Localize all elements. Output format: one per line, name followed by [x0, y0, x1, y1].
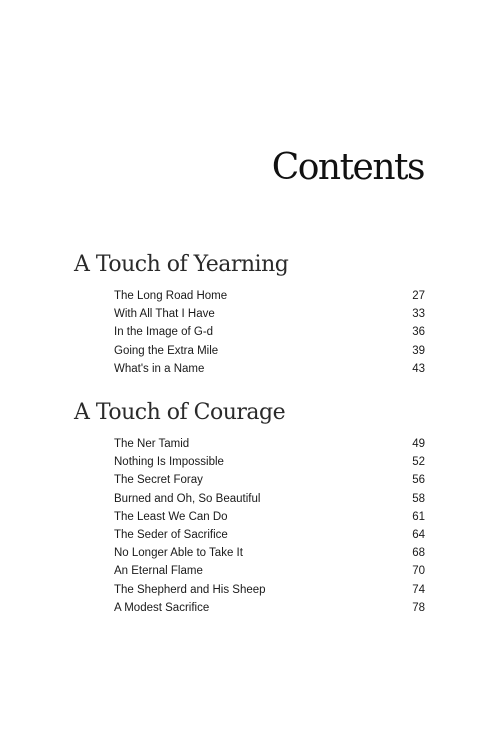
entry-page-number: 36: [412, 326, 425, 339]
page-title: Contents: [271, 147, 424, 188]
entry-page-number: 56: [412, 474, 425, 487]
entry-page-number: 74: [412, 583, 425, 596]
toc-entry[interactable]: [74, 547, 425, 565]
toc-entry[interactable]: [74, 438, 425, 456]
entry-page-number: 43: [412, 362, 425, 375]
entry-page-number: 64: [412, 528, 425, 541]
toc-entry[interactable]: [74, 474, 425, 492]
section-heading: A Touch of Courage: [74, 400, 286, 425]
entry-title: Nothing Is Impossible: [114, 456, 224, 469]
entry-title: The Least We Can Do: [114, 510, 228, 523]
entry-title: Burned and Oh, So Beautiful: [114, 492, 261, 505]
entry-page-number: 58: [412, 492, 425, 505]
entry-page-number: 78: [412, 601, 425, 614]
toc-entry[interactable]: [74, 326, 425, 344]
entry-title: In the Image of G-d: [114, 326, 214, 339]
toc-list: [74, 438, 425, 620]
toc-entry[interactable]: [74, 565, 425, 583]
entry-title: An Eternal Flame: [114, 565, 203, 578]
toc-entry[interactable]: [74, 308, 425, 326]
entry-page-number: 33: [412, 308, 425, 321]
toc-entry[interactable]: [74, 584, 425, 602]
toc-entry[interactable]: [74, 511, 425, 529]
entry-page-number: 70: [412, 565, 425, 578]
section-heading: A Touch of Yearning: [74, 252, 289, 277]
entry-title: The Secret Foray: [114, 474, 203, 487]
entry-title: The Long Road Home: [114, 290, 228, 302]
toc-section-yearning: [74, 250, 425, 381]
entry-title: The Shepherd and His Sheep: [114, 583, 266, 596]
toc-entry[interactable]: [74, 493, 425, 511]
toc-entry[interactable]: [74, 529, 425, 547]
toc-entry[interactable]: [74, 602, 425, 620]
entry-page-number: 39: [412, 344, 425, 357]
entry-title: What's in a Name: [114, 362, 205, 375]
entry-page-number: 61: [412, 510, 425, 523]
entry-page-number: 27: [412, 290, 425, 302]
entry-title: Going the Extra Mile: [114, 344, 219, 357]
toc-section-courage: [74, 398, 425, 620]
entry-title: The Ner Tamid: [114, 438, 190, 450]
toc-entry[interactable]: [74, 290, 425, 308]
entry-page-number: 52: [412, 456, 425, 469]
toc-entry[interactable]: [74, 345, 425, 363]
entry-page-number: 68: [412, 547, 425, 560]
entry-title: A Modest Sacrifice: [114, 601, 210, 614]
toc-entry[interactable]: [74, 363, 425, 381]
entry-title: The Seder of Sacrifice: [114, 528, 228, 541]
entry-title: No Longer Able to Take It: [114, 547, 243, 560]
toc-entry[interactable]: [74, 456, 425, 474]
toc-list: [74, 290, 425, 381]
entry-title: With All That I Have: [114, 308, 215, 321]
entry-page-number: 49: [412, 438, 425, 450]
